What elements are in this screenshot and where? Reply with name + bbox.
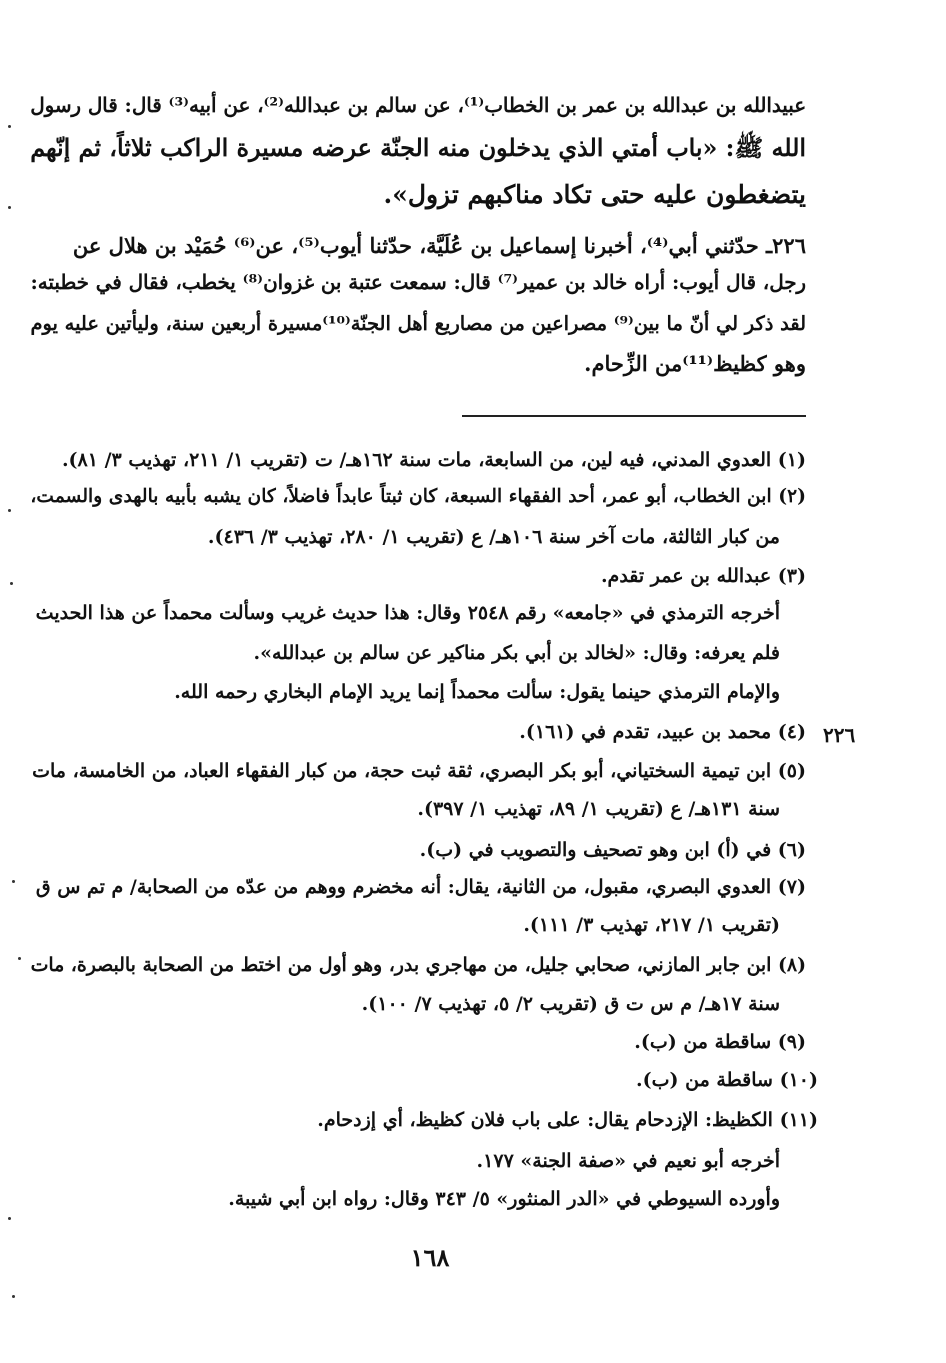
footnote-11-note-1: أخرجه أبو نعيم في «صفة الجنة» ١٧٧. <box>476 1150 780 1172</box>
footnote-2-cont: من كبار الثالثة، مات آخر سنة ١٠٦هـ/ ع (تقريب ١/ ٢٨٠، تهذيب ٣/ ٤٣٦). <box>207 526 780 548</box>
footnote-5: (٥) ابن تيمية السختياني، أبو بكر البصري، ثقة ثبت حجة، من كبار الفقهاء العباد، من الخامسة، مات <box>32 760 806 782</box>
footnote-2: (٢) ابن الخطاب، أبو عمر، أحد الفقهاء السبعة، كان ثبتاً عابداً فاضلاً، كان يشبه بأبيه بالهدى والسمت، <box>30 485 806 507</box>
footnote-8-cont: سنة ١٧هـ/ م س ت ق (تقريب ٢/ ٥، تهذيب ٧/ ١٠٠). <box>361 993 780 1015</box>
footnote-9: (٩) ساقطة من (ب). <box>634 1031 806 1053</box>
footnote-5-cont: سنة ١٣١هـ/ ع (تقريب ١/ ٨٩، تهذيب ١/ ٣٩٧). <box>417 798 780 820</box>
footnote-6: (٦) في (أ) ابن وهو تصحيف والتصويب في (ب). <box>419 839 806 861</box>
scan-speck <box>18 957 21 960</box>
footnote-7-cont: (تقريب ١/ ٢١٧، تهذيب ٣/ ١١١). <box>523 914 780 936</box>
footnote-3: (٣) عبدالله بن عمر تقدم. <box>600 565 806 587</box>
main-text-line-7: وهو كظيظ⁽¹¹⁾من الزِّحام. <box>584 351 806 376</box>
main-text-line-5: رجل، قال أيوب: أراه خالد بن عمير⁽⁷⁾ قال: سمعت عتبة بن غزوان⁽⁸⁾ يخطب، فقال في خطبته: <box>30 270 806 294</box>
scan-speck <box>8 206 11 209</box>
main-text-line-1: عبيدالله بن عبدالله بن عمر بن الخطاب⁽¹⁾، عن سالم بن عبدالله⁽²⁾، عن أبيه⁽³⁾ قال: قال رسول <box>30 93 806 117</box>
footnote-10: (١٠) ساقطة من (ب). <box>636 1069 818 1091</box>
scan-speck <box>10 582 13 585</box>
scan-speck <box>12 880 15 883</box>
footnote-11: (١١) الكظيظ: الإزدحام يقال: على باب فلان كظيظ، أي إزدحام. <box>317 1109 818 1131</box>
footnote-3-note-3: والإمام الترمذي حينما يقول: سألت محمداً إنما يريد الإمام البخاري رحمه الله. <box>174 681 780 703</box>
footnote-8: (٨) ابن جابر المازني، صحابي جليل، من مهاجري بدر، وهو أول من اختط من الصحابة بالبصرة، مات <box>30 954 806 976</box>
footnote-1: (١) العدوي المدني، فيه لين، من السابعة، مات سنة ١٦٢هـ/ ت (تقريب ١/ ٢١١، تهذيب ٣/ ٨١). <box>61 449 806 471</box>
main-text-line-4: ٢٢٦ـ حدّثني أبي⁽⁴⁾، أخبرنا إسماعيل بن عُلَيَّة، حدّثنا أيوب⁽⁵⁾، عن⁽⁶⁾ حُمَيْد بن هلال عن <box>72 233 806 258</box>
footnote-11-note-2: وأورده السيوطي في «الدر المنثور» ٥/ ٣٤٣ وقال: رواه ابن أبي شيبة. <box>228 1188 780 1210</box>
scan-speck <box>8 125 11 128</box>
footnote-4: (٤) محمد بن عبيد، تقدم في (١٦١). <box>519 721 806 743</box>
main-text-line-3: يتضغطون عليه حتى تكاد مناكبهم تزول». <box>383 180 806 209</box>
footnote-separator <box>462 415 806 417</box>
margin-hadith-number: ٢٢٦ <box>823 723 856 747</box>
scan-speck <box>8 509 11 512</box>
main-text-line-2: الله ﷺ: «باب أمتي الذي يدخلون منه الجنّة عرضه مسيرة الراكب ثلاثاً، ثم إنّهم <box>30 134 806 162</box>
main-text-line-6: لقد ذكر لي أنّ ما بين⁽⁹⁾ مصراعين من مصاريع أهل الجنّة⁽¹⁰⁾مسيرة أربعين سنة، وليأتين عليه يوم <box>30 312 806 335</box>
footnote-3-note-1: أخرجه الترمذي في «جامعه» رقم ٢٥٤٨ وقال: هذا حديث غريب وسألت محمداً عن هذا الحديث <box>35 602 780 624</box>
footnote-3-note-2: فلم يعرفه: وقال: «لخالد بن أبي بكر مناكير عن سالم بن عبدالله». <box>253 642 780 664</box>
scan-speck <box>8 1217 11 1220</box>
scan-speck <box>12 1295 15 1298</box>
footnote-7: (٧) العدوي البصري، مقبول، من الثانية، يقال: أنه مخضرم ووهم من عدّه من الصحابة/ م تم س ق <box>35 876 806 898</box>
page-number: ١٦٨ <box>410 1243 450 1272</box>
